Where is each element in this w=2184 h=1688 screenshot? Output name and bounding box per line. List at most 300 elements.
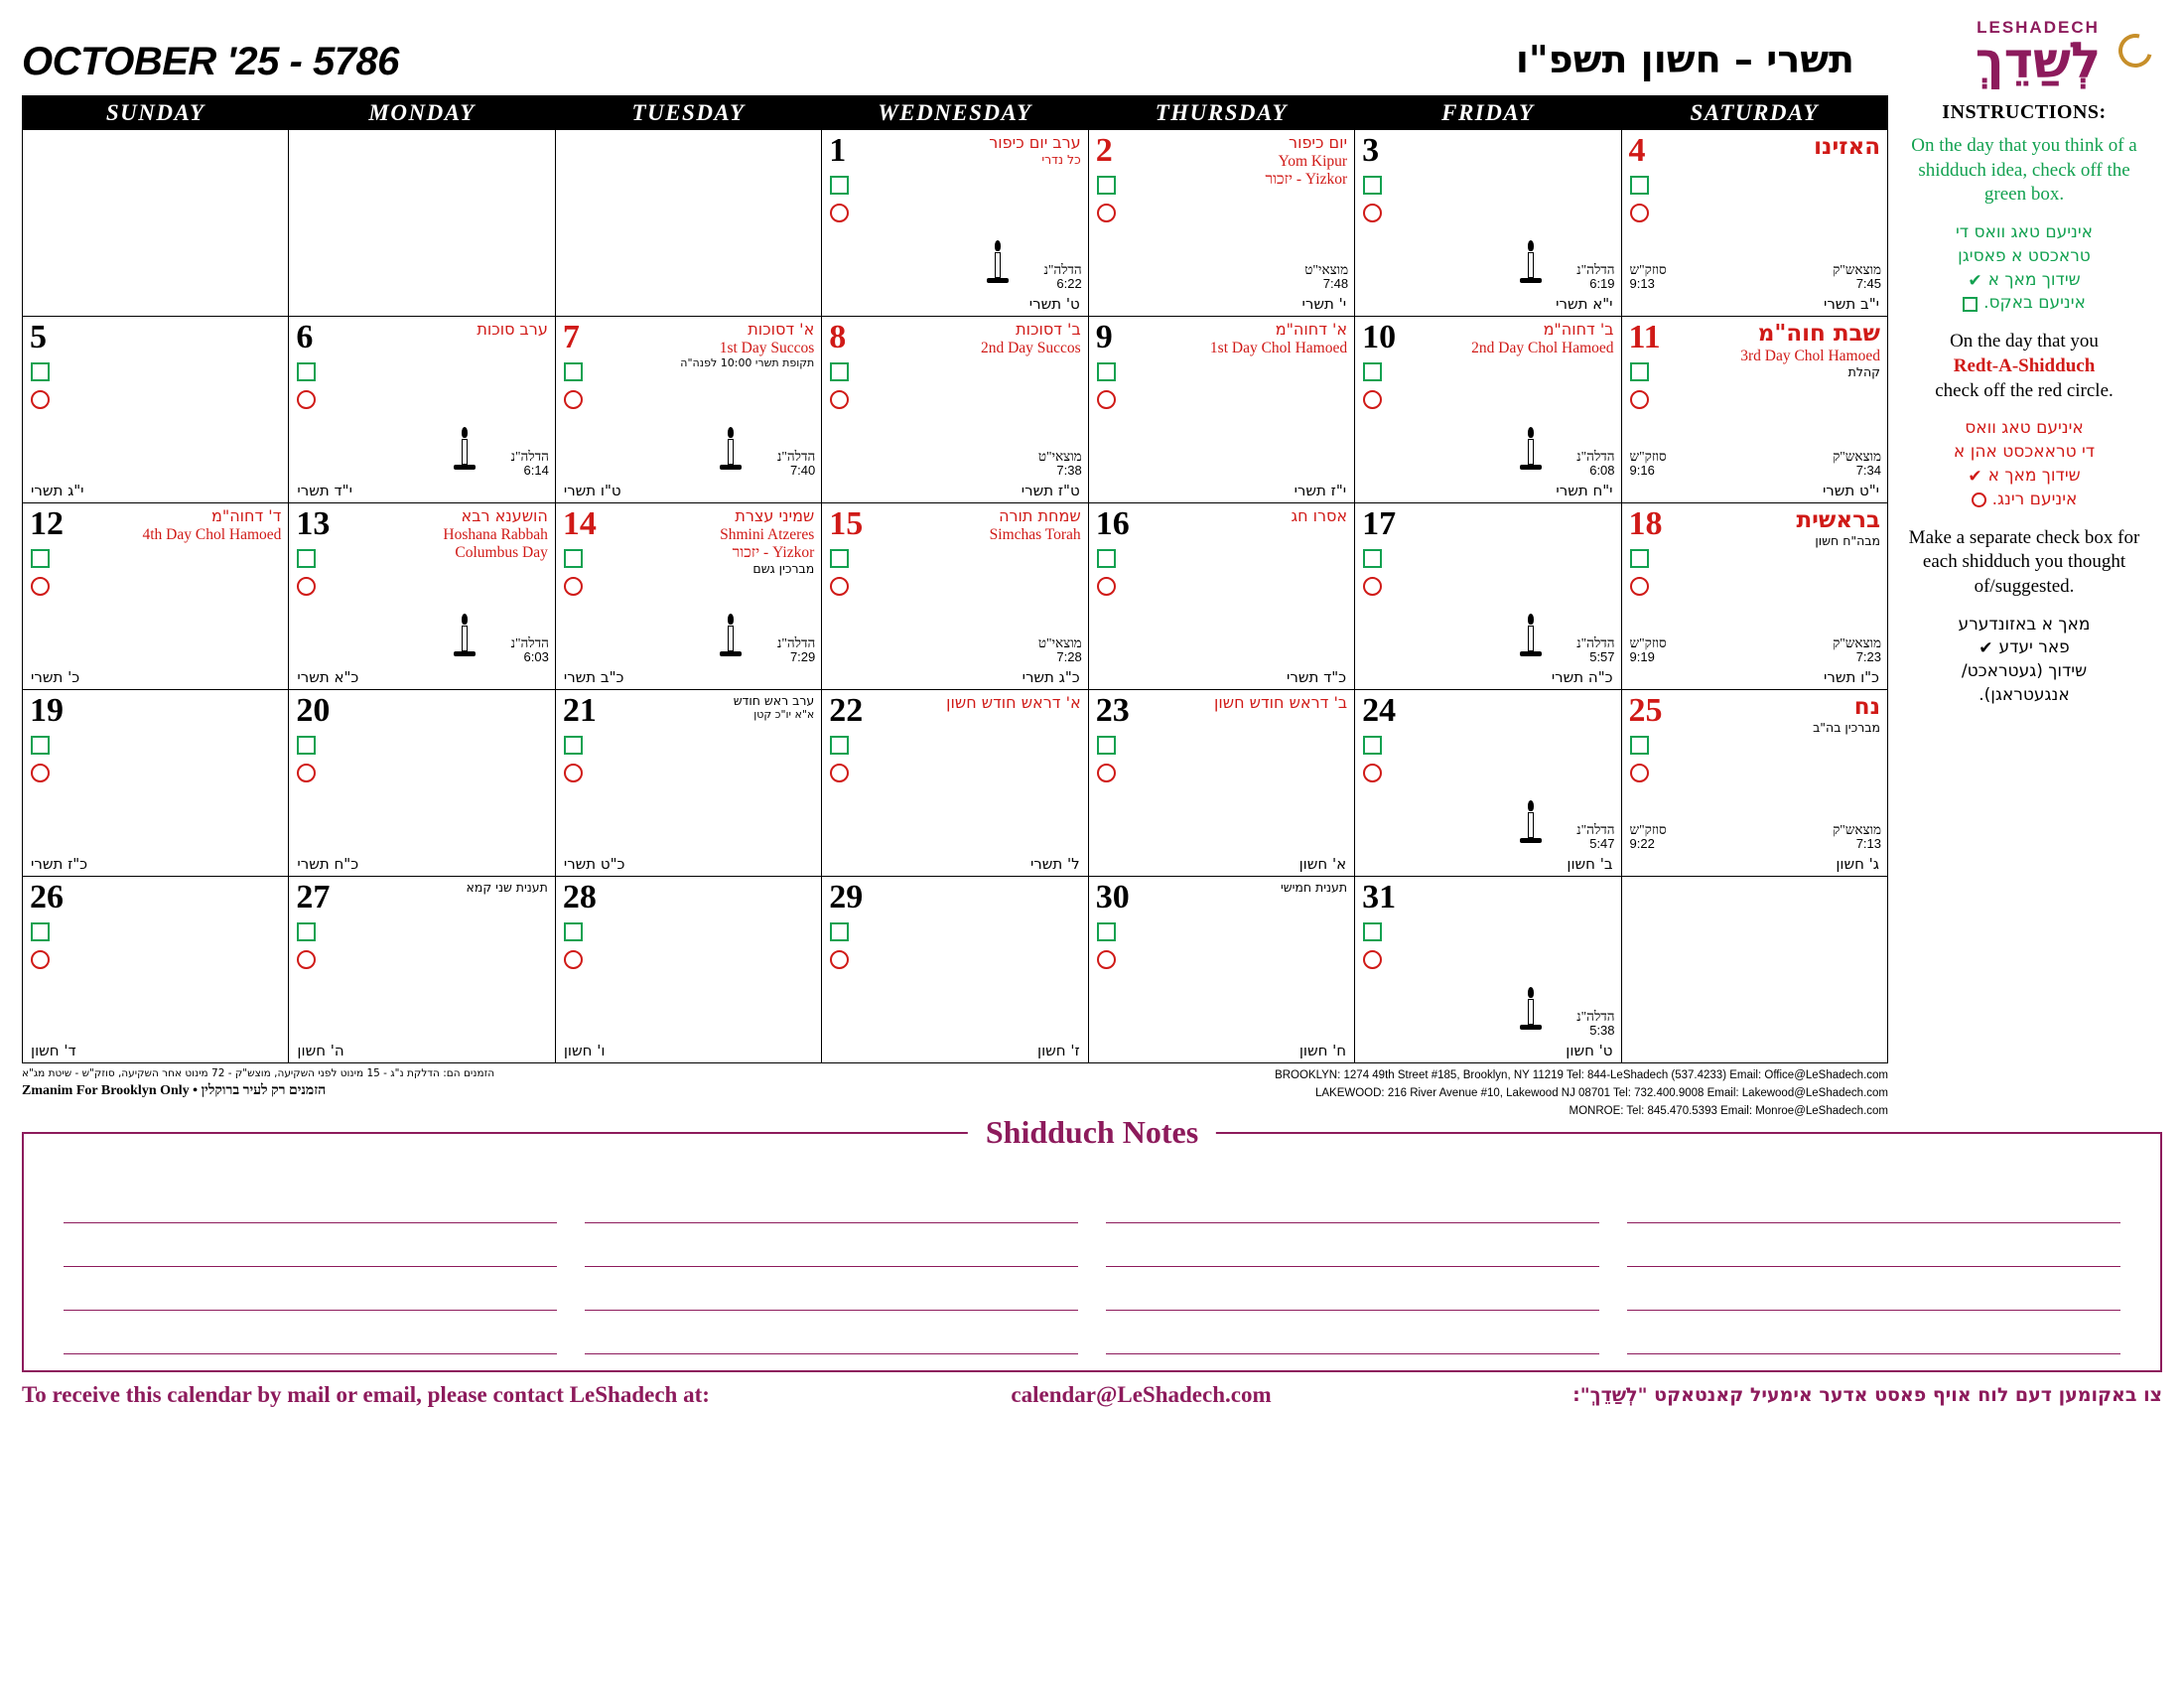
zman-label [1576,1009,1614,1039]
brand-name-en: LESHADECH [1977,18,2100,37]
day-marks [830,362,849,409]
red-circle-checkbox[interactable] [564,577,583,596]
brand-logo [1914,18,2162,89]
calendar-day-cell[interactable] [1355,130,1621,317]
red-circle-checkbox[interactable] [1097,950,1116,969]
zman-name: מוצאש"ק [1833,821,1881,837]
zman-name: הדלה"נ [1576,821,1615,837]
zman-label [777,449,815,479]
red-circle-checkbox[interactable] [1097,764,1116,782]
zman-secondary-name: סוזק"ש [1629,634,1667,650]
instruction-red-hebrew-4: איניעם רינג. [1991,489,2078,509]
day-marks [297,736,316,782]
candle-icon [452,614,478,659]
hebrew-date: ד' חשון [31,1042,76,1059]
weekday-saturday: SATURDAY [1621,96,1887,130]
hebrew-date: כ"ב תשרי [563,668,624,686]
hebrew-date: ב' חשון [1567,855,1613,873]
candle-icon [985,240,1011,286]
day-marks [1363,736,1382,782]
day-marks [297,549,316,596]
note-line[interactable] [1627,1223,2120,1267]
candle-icon [1518,614,1544,659]
day-number: 22 [829,692,864,729]
day-labels [313,321,547,340]
zman-secondary-name: סוזק"ש [1629,261,1667,277]
instruction-separate-hebrew-2: פאר יעדע [1998,637,2070,658]
red-circle-checkbox[interactable] [830,204,849,222]
day-marks [31,736,50,782]
note-line[interactable] [64,1180,557,1223]
day-label: ב' דסוכות [1016,320,1081,339]
red-circle-checkbox[interactable] [1097,204,1116,222]
day-label: תענית שני קמא [466,880,548,895]
day-number: 16 [1095,505,1130,542]
day-label: Yom Kipur [1278,152,1348,170]
zman-name: הדלה"נ [1576,634,1615,650]
hebrew-date: י"ב תשרי [1823,295,1879,313]
hebrew-date: ז' חשון [1037,1042,1080,1059]
calendar-day-cell[interactable] [1621,317,1887,503]
green-checkbox[interactable] [564,922,583,941]
instruction-green-hebrew-4: איניעם באקס. [1983,293,2086,314]
zman-label [511,635,549,665]
check-mark-red-icon: ✔ [1968,466,1982,486]
note-line[interactable] [64,1267,557,1311]
day-marks [830,549,849,596]
green-checkbox[interactable] [564,736,583,755]
zman-name: הדלה"נ [777,448,816,464]
zman-label [1038,449,1082,479]
zman-time: 7:13 [1855,836,1881,852]
calendar-day-cell[interactable] [1355,503,1621,690]
calendar-day-cell[interactable] [555,877,821,1063]
zman-time: 7:40 [789,463,816,479]
day-marks [1363,176,1382,222]
calendar-cell-empty [289,130,555,317]
hebrew-date: כ"ג תשרי [1022,668,1080,686]
calendar-day-cell[interactable] [1355,317,1621,503]
weekday-thursday: THURSDAY [1088,96,1354,130]
hebrew-date: כ"ו תשרי [1824,668,1879,686]
red-circle-checkbox[interactable] [1097,390,1116,409]
hebrew-date: א' חשון [1298,855,1347,873]
hebrew-date: כ"ד תשרי [1287,668,1347,686]
red-circle-checkbox[interactable] [31,577,50,596]
green-checkbox[interactable] [1097,549,1116,568]
red-circle-checkbox[interactable] [1630,390,1649,409]
calendar-day-cell[interactable] [23,503,289,690]
calendar-week-row [23,130,1888,317]
zman-label [1038,635,1082,665]
green-checkbox[interactable] [564,362,583,381]
note-line[interactable] [585,1180,1078,1223]
calendar-day-cell[interactable] [555,690,821,877]
green-checkbox[interactable] [1097,922,1116,941]
green-checkbox[interactable] [830,549,849,568]
calendar-day-cell[interactable] [289,317,555,503]
calendar-week-row [23,690,1888,877]
red-circle-checkbox[interactable] [830,390,849,409]
calendar-day-cell[interactable] [1088,130,1354,317]
day-label: תקופת תשרי 10:00 לפנה"ה [680,356,815,370]
calendar-table [22,95,1888,1063]
day-labels [1661,321,1880,380]
day-number: 25 [1628,692,1663,729]
day-labels [1130,881,1347,896]
hebrew-date: כ"ט תשרי [563,855,625,873]
footer-bar [22,1382,2162,1408]
day-label: שמחת תורה [999,506,1081,525]
day-label: Yizkor - יזכור [1265,171,1348,189]
day-labels [1646,134,1880,161]
green-checkbox[interactable] [1630,176,1649,195]
zman-secondary-name: סוזק"ש [1629,821,1667,837]
day-labels [1130,694,1347,713]
green-checkbox[interactable] [1630,362,1649,381]
day-label: א' דסוכות [748,320,815,339]
hebrew-date: ו' חשון [563,1042,606,1059]
zman-secondary-time: 9:22 [1629,836,1655,852]
zman-label [1576,449,1614,479]
green-checkbox[interactable] [830,362,849,381]
red-circle-checkbox[interactable] [297,390,316,409]
instruction-red-hebrew-3: שידוך מאך א [1987,465,2081,486]
green-checkbox[interactable] [1363,922,1382,941]
calendar-week-row [23,877,1888,1063]
note-line[interactable] [64,1311,557,1354]
check-mark-icon: ✔ [1968,270,1982,290]
red-circle-checkbox[interactable] [1363,577,1382,596]
day-number: 24 [1362,692,1397,729]
zman-name: מוצאש"ק [1833,634,1881,650]
calendar-day-cell[interactable] [1355,877,1621,1063]
calendar-cell-empty [555,130,821,317]
day-label: האזינו [1814,134,1880,160]
day-marks [1097,736,1116,782]
red-circle-checkbox[interactable] [564,390,583,409]
calendar-day-cell[interactable] [822,503,1088,690]
note-line[interactable] [1627,1311,2120,1354]
day-label: 1st Day Chol Hamoed [1209,339,1348,356]
green-checkbox[interactable] [297,362,316,381]
day-labels [64,507,281,544]
calendar-day-cell[interactable] [23,690,289,877]
hebrew-date: ט"ו תשרי [563,482,621,499]
weekday-tuesday: TUESDAY [555,96,821,130]
day-number: 27 [296,879,331,915]
hebrew-date: י"א תשרי [1556,295,1613,313]
candle-icon [1518,240,1544,286]
green-checkbox[interactable] [830,176,849,195]
red-circle-checkbox[interactable] [1097,577,1116,596]
calendar-day-cell[interactable] [1088,317,1354,503]
red-circle-checkbox[interactable] [1363,390,1382,409]
green-checkbox[interactable] [564,549,583,568]
day-labels [1113,321,1347,357]
zman-name: הדלה"נ [1043,261,1082,277]
day-number: 6 [296,319,314,355]
green-checkbox[interactable] [1363,736,1382,755]
day-marks [297,362,316,409]
day-number: 4 [1628,132,1646,169]
instruction-green-hebrew-3: שידוך מאך א [1987,269,2081,290]
red-circle-checkbox[interactable] [1630,204,1649,222]
calendar-day-cell[interactable] [1621,690,1887,877]
green-checkbox[interactable] [1097,176,1116,195]
note-line[interactable] [585,1223,1078,1267]
day-label: 4th Day Chol Hamoed [142,525,282,543]
day-number: 5 [30,319,47,355]
day-label: ב' דחוה"מ [1543,320,1614,339]
calendar-day-cell[interactable] [23,877,289,1063]
green-checkbox[interactable] [830,922,849,941]
zman-name: מוצאי"ט [1304,261,1349,277]
green-checkbox[interactable] [1363,549,1382,568]
red-circle-checkbox[interactable] [31,390,50,409]
calendar-day-cell[interactable] [289,503,555,690]
day-number: 28 [562,879,597,915]
calendar-cell-empty [1621,877,1887,1063]
green-checkbox[interactable] [297,736,316,755]
green-checkbox[interactable] [31,922,50,941]
red-circle-checkbox[interactable] [830,950,849,969]
green-checkbox[interactable] [830,736,849,755]
calendar-day-cell[interactable] [1088,690,1354,877]
day-label: ערב סוכות [477,320,548,339]
zman-time: 5:38 [1589,1023,1615,1039]
zman-time: 7:45 [1855,276,1881,292]
red-circle-checkbox[interactable] [297,764,316,782]
zman-secondary-time: 9:13 [1629,276,1655,292]
day-labels [597,507,814,577]
calendar-day-cell[interactable] [289,877,555,1063]
calendar-day-cell[interactable] [822,877,1088,1063]
calendar-footer [22,1067,1888,1120]
zman-name: הדלה"נ [1576,1008,1615,1024]
calendar-day-cell[interactable] [822,130,1088,317]
day-labels [1130,507,1347,526]
note-line[interactable] [64,1223,557,1267]
calendar-day-cell[interactable] [822,317,1088,503]
green-checkbox[interactable] [1363,362,1382,381]
day-label: הושענא רבא [461,506,548,525]
candle-icon [718,427,744,473]
brand-name-he: לְשַׁדֵךְ [1975,32,2102,89]
green-checkbox[interactable] [1097,736,1116,755]
zman-secondary-time: 9:19 [1629,649,1655,665]
hebrew-date: י"ז תשרי [1294,482,1347,499]
day-labels [846,321,1080,357]
green-checkbox[interactable] [1097,362,1116,381]
red-circle-checkbox[interactable] [564,764,583,782]
calendar-day-cell[interactable] [1088,503,1354,690]
day-number: 7 [562,319,580,355]
green-checkbox[interactable] [297,549,316,568]
day-marks [1363,922,1382,969]
day-labels [1663,694,1880,736]
day-number: 11 [1628,319,1661,355]
day-labels [330,881,547,896]
zman-name: הדלה"נ [1576,261,1615,277]
red-circle-checkbox[interactable] [830,764,849,782]
day-marks [1363,549,1382,596]
notes-column [1092,1180,1613,1354]
hebrew-date: ט' תשרי [1028,295,1080,313]
red-circle-checkbox[interactable] [564,950,583,969]
day-label: ב' דראש חודש חשון [1214,693,1348,712]
day-number: 17 [1362,505,1397,542]
day-marks [31,549,50,596]
calendar-day-cell[interactable] [1355,690,1621,877]
day-label: תענית חמישי [1280,880,1348,895]
hebrew-date: ג' חשון [1836,855,1879,873]
notes-grid [50,1134,2134,1354]
calendar-day-cell[interactable] [1621,130,1887,317]
zman-label [511,449,549,479]
day-label: בראשית [1796,507,1880,533]
zman-label [1043,262,1081,292]
instruction-green-hebrew-2: טראכסט א פאסיגן [1958,245,2091,266]
day-marks [31,362,50,409]
calendar-day-cell[interactable] [289,690,555,877]
zman-name: מוצאי"ט [1037,448,1082,464]
day-labels [863,507,1080,544]
calendar-day-cell[interactable] [23,317,289,503]
day-number: 10 [1362,319,1397,355]
day-number: 21 [562,692,597,729]
zman-time: 6:19 [1589,276,1615,292]
calendar-day-cell[interactable] [1621,503,1887,690]
check-mark-black-icon: ✔ [1979,638,1993,658]
zman-secondary-label [1630,449,1667,479]
red-circle-checkbox[interactable] [297,577,316,596]
calendar-day-cell[interactable] [555,317,821,503]
instruction-red-hebrew-1: איניעם טאג וואס [1965,418,2084,439]
day-label: Simchas Torah [989,525,1081,543]
weekday-header-row [23,96,1888,130]
zman-label [1833,262,1881,292]
weekday-friday: FRIDAY [1355,96,1621,130]
note-line[interactable] [1106,1311,1599,1354]
day-label: א"א יו"כ קטן [753,707,815,721]
green-checkbox[interactable] [1363,176,1382,195]
day-marks [1630,736,1649,782]
zman-time: 6:14 [523,463,549,479]
red-circle-checkbox[interactable] [31,764,50,782]
zman-name: מוצאש"ק [1833,261,1881,277]
hebrew-date: ה' חשון [297,1042,344,1059]
day-label: אסרו חג [1291,506,1348,525]
day-marks [1630,549,1649,596]
calendar-day-cell[interactable] [1088,877,1354,1063]
note-line[interactable] [585,1311,1078,1354]
day-marks [1097,549,1116,596]
green-checkbox[interactable] [31,549,50,568]
candle-icon [1518,427,1544,473]
green-checkbox[interactable] [1630,736,1649,755]
day-marks [1097,362,1116,409]
day-marks [1097,176,1116,222]
weekday-monday: MONDAY [289,96,555,130]
notes-column [1613,1180,2134,1354]
instruction-separate-hebrew-3: שידוך (געטראכט/ [1961,661,2088,682]
green-checkbox[interactable] [31,362,50,381]
zman-label [777,635,815,665]
red-circle-checkbox[interactable] [31,950,50,969]
green-checkbox[interactable] [31,736,50,755]
zman-time: 7:34 [1855,463,1881,479]
day-number: 30 [1095,879,1130,915]
green-checkbox[interactable] [1630,549,1649,568]
instruction-separate-hebrew-4: אנגעטראגן). [1979,684,2070,705]
zman-secondary-label [1630,635,1667,665]
red-circle-checkbox[interactable] [1363,764,1382,782]
green-checkbox[interactable] [297,922,316,941]
red-circle-checkbox[interactable] [1630,577,1649,596]
notes-column [50,1180,571,1354]
zman-time: 7:28 [1056,649,1082,665]
contact-info [1275,1067,1888,1120]
candle-icon [1518,987,1544,1033]
note-line[interactable] [1627,1180,2120,1223]
day-label: 1st Day Succos [719,339,815,356]
zmanim-note-english: Zmanim For Brooklyn Only • הזמנים רק לעיר ברוקלין [22,1083,327,1098]
red-circle-checkbox[interactable] [1363,204,1382,222]
hebrew-date: כ"ח תשרי [297,855,359,873]
calendar-day-cell[interactable] [822,690,1088,877]
day-label: ערב ראש חודש [733,693,815,708]
red-circle-checkbox[interactable] [1630,764,1649,782]
note-line[interactable] [1627,1267,2120,1311]
footer-email[interactable]: calendar@LeShadech.com [1011,1382,1272,1408]
zmanim-note-hebrew: הזמנים הם: הדלקת נ"ג - 15 מינוט לפני השקיעה, מוצש"ק - 72 מינוט אחר השקיעה, סוזק"ש - שיטת מג"א [22,1067,495,1079]
candle-icon [1518,800,1544,846]
instruction-green-english: On the day that you think of a shidduch idea, check off the green box. [1911,135,2137,206]
zman-name: הדלה"נ [1576,448,1615,464]
day-label: שמיני עצרת [735,506,815,525]
hebrew-date: כ"א תשרי [297,668,359,686]
note-line[interactable] [1106,1267,1599,1311]
day-label: ד' דחוה"מ [210,506,282,525]
note-line[interactable] [585,1267,1078,1311]
red-circle-checkbox[interactable] [830,577,849,596]
red-circle-checkbox[interactable] [297,950,316,969]
day-number: 26 [30,879,64,915]
red-circle-checkbox[interactable] [1363,950,1382,969]
note-line[interactable] [1106,1180,1599,1223]
day-marks [564,362,583,409]
zman-name: מוצאש"ק [1833,448,1881,464]
day-marks [1630,362,1649,409]
zman-time: 6:03 [523,649,549,665]
calendar-cell-empty [23,130,289,317]
page-title: OCTOBER '25 - 5786 [22,40,399,83]
zman-secondary-label [1630,262,1667,292]
day-label: מברכין בה"ב [1813,720,1880,736]
hebrew-date: ל' תשרי [1029,855,1080,873]
zman-label [1833,635,1881,665]
day-number: 8 [829,319,847,355]
shidduch-notes-title: Shidduch Notes [968,1114,1216,1151]
page-header [22,18,2162,95]
zmanim-note [22,1067,637,1120]
day-label: 2nd Day Succos [980,339,1081,356]
day-label: א' דחוה"מ [1275,320,1348,339]
calendar-day-cell[interactable] [555,503,821,690]
note-line[interactable] [1106,1223,1599,1267]
day-marks [1630,176,1649,222]
